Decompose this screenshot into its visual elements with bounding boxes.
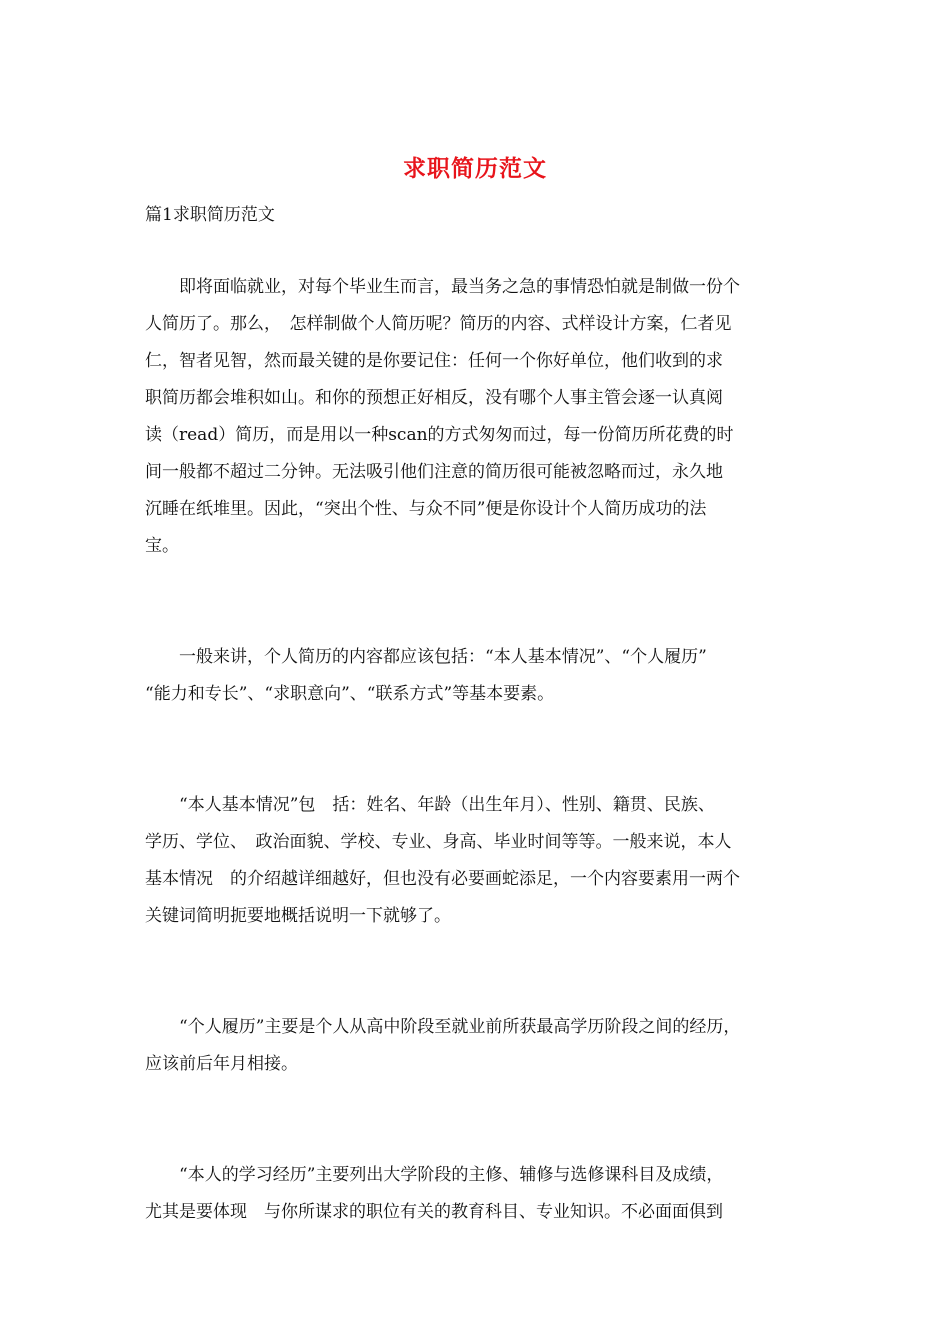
document-body (145, 232, 820, 1231)
paragraph-basic-info (145, 787, 820, 935)
text-line: 学历、学位、 政治面貌、学校、专业、身高、毕业时间等等。一般来说，本人 (145, 832, 732, 852)
text-line: 应该前后年月相接。 (145, 1054, 298, 1074)
text-line: 尤其是要体现 与你所谋求的职位有关的教育科目、专业知识。不必面面俱到 (145, 1202, 723, 1222)
text-line: “个人履历”主要是个人从高中阶段至就业前所获最高学历阶段之间的经历， (145, 1017, 741, 1037)
text-line: 基本情况 的介绍越详细越好，但也没有必要画蛇添足，一个内容要素用一两个 (145, 869, 740, 889)
paragraph-resume-history (145, 1009, 820, 1083)
paragraph-study-history (145, 1157, 820, 1231)
text-line: 宝。 (145, 536, 179, 556)
text-line: 职简历都会堆积如山。和你的预想正好相反，没有哪个人事主管会逐一认真阅 (145, 388, 723, 408)
text-line: “本人基本情况”包 括：姓名、年龄（出生年月）、性别、籍贯、民族、 (145, 795, 715, 815)
document-title: 求职简历范文 (403, 155, 547, 182)
paragraph-intro (145, 269, 820, 565)
text-line: “能力和专长”、“求职意向”、“联系方式”等基本要素。 (145, 684, 555, 704)
text-line: 仁，智者见智，然而最关键的是你要记住：任何一个你好单位，他们收到的求 (145, 351, 723, 371)
text-line: 读（read）简历，而是用以一种scan的方式匆匆而过，每一份简历所花费的时 (145, 425, 734, 445)
text-line: 即将面临就业，对每个毕业生而言，最当务之急的事情恐怕就是制做一份个 (145, 277, 740, 297)
text-line: “本人的学习经历”主要列出大学阶段的主修、辅修与选修课科目及成绩， (145, 1165, 724, 1185)
text-line: 沉睡在纸堆里。因此，“突出个性、与众不同”便是你设计个人简历成功的法 (145, 499, 707, 519)
paragraph-contents (145, 639, 820, 713)
section-heading: 篇1求职简历范文 (145, 205, 275, 225)
text-line: 人简历了。那么， 怎样制做个人简历呢？简历的内容、式样设计方案，仁者见 (145, 314, 732, 334)
text-line: 一般来讲，个人简历的内容都应该包括：“本人基本情况”、“个人履历” (145, 647, 707, 667)
text-line: 间一般都不超过二分钟。无法吸引他们注意的简历很可能被忽略而过，永久地 (145, 462, 723, 482)
text-line: 关键词简明扼要地概括说明一下就够了。 (145, 906, 451, 926)
